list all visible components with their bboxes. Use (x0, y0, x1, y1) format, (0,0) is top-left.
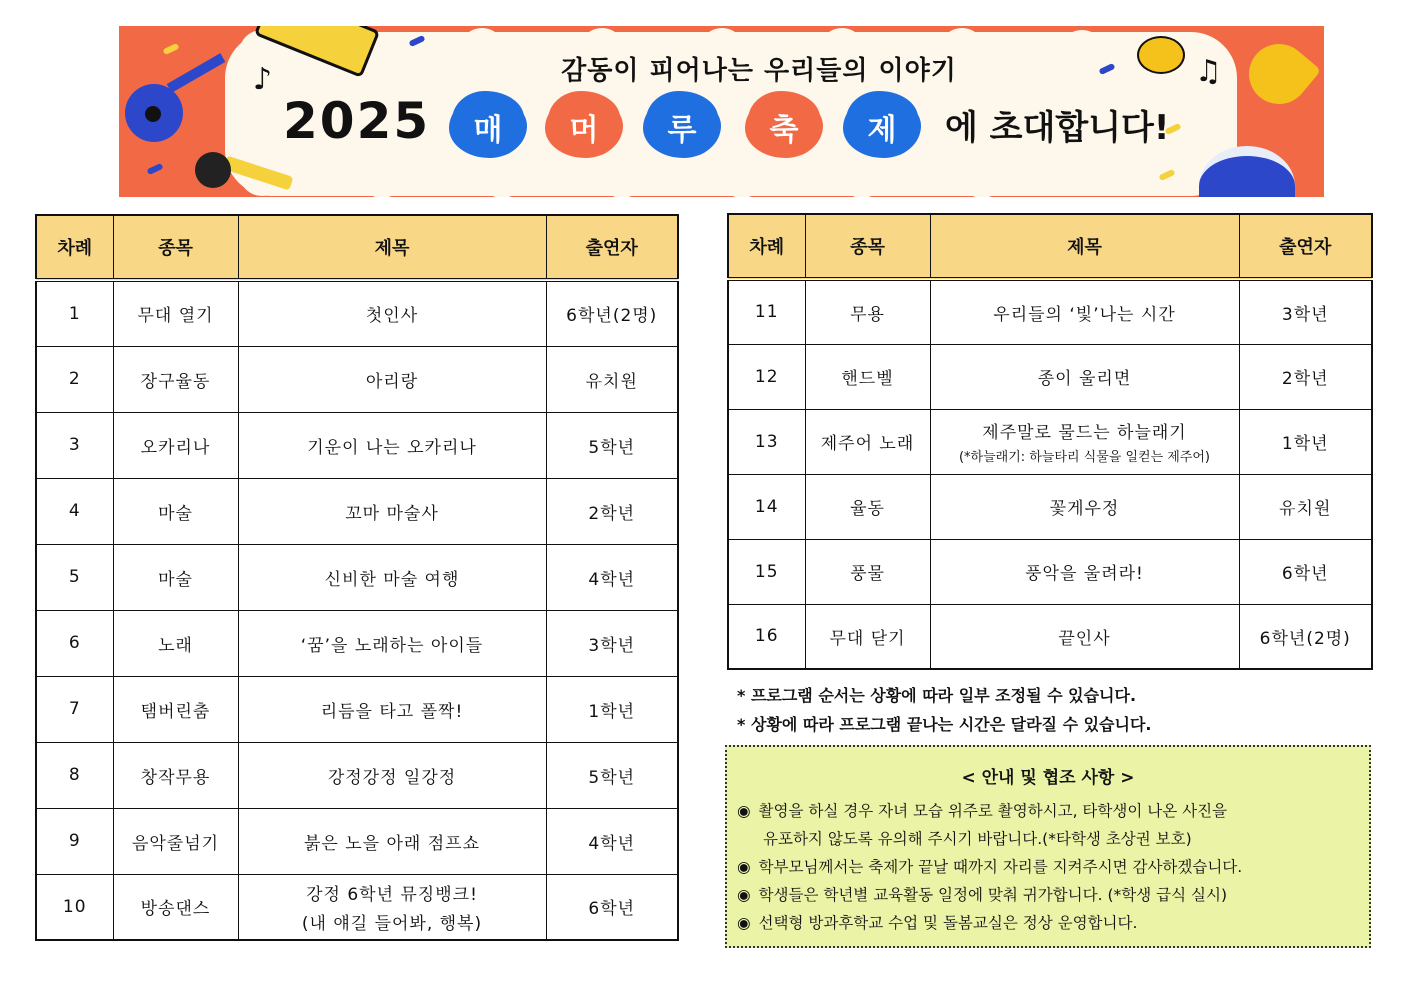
cloud-bump (719, 152, 765, 197)
header-title: 제목 (930, 214, 1239, 279)
cell-order: 10 (36, 874, 113, 940)
cell-category: 무대 열기 (113, 280, 238, 346)
table-row (36, 808, 678, 874)
festival-char-badge (643, 96, 721, 158)
schedule-note: * 프로그램 순서는 상황에 따라 일부 조정될 수 있습니다. (737, 686, 1137, 705)
title-text: 끝인사 (1058, 628, 1111, 649)
cell-performer: 2학년 (546, 478, 678, 544)
cell-performer: 4학년 (546, 808, 678, 874)
cell-order: 15 (728, 539, 805, 604)
header-order: 차례 (36, 215, 113, 280)
cell-category: 탬버린춤 (113, 676, 238, 742)
cell-category: 오카리나 (113, 412, 238, 478)
cloud-bump (1079, 150, 1125, 196)
cell-title (930, 604, 1239, 669)
header-order: 차례 (728, 214, 805, 279)
music-note-icon: ♫ (1195, 54, 1222, 89)
festival-char: 매 (473, 113, 503, 148)
cell-order: 13 (728, 409, 805, 474)
table-row (36, 742, 678, 808)
header-title: 제목 (238, 215, 546, 280)
notice-item-text: 촬영을 하실 경우 자녀 모습 위주로 촬영하시고, 타학생이 나온 사진을 (758, 802, 1228, 820)
festival-char-badge (449, 96, 527, 158)
cell-category: 마술 (113, 478, 238, 544)
table-row (728, 474, 1372, 539)
cell-category: 무용 (805, 279, 930, 344)
notice-item-text: 학생들은 학년별 교육활동 일정에 맞춰 귀가합니다. (*학생 급식 실시) (758, 886, 1227, 904)
cell-category: 무대 닫기 (805, 604, 930, 669)
festival-char: 축 (769, 113, 799, 148)
table-row (36, 478, 678, 544)
table-row (36, 874, 678, 940)
cell-category: 음악줄넘기 (113, 808, 238, 874)
cell-order: 2 (36, 346, 113, 412)
festival-char: 루 (667, 113, 697, 148)
banner-year: 2025 (283, 92, 431, 150)
cell-performer: 1학년 (546, 676, 678, 742)
header-performer: 출연자 (1239, 214, 1372, 279)
cell-performer: 5학년 (546, 742, 678, 808)
cell-performer: 2학년 (1239, 344, 1372, 409)
cell-category: 노래 (113, 610, 238, 676)
table-row (728, 539, 1372, 604)
title-text: 우리들의 ‘빛’나는 시간 (993, 304, 1176, 325)
festival-char: 제 (867, 113, 897, 148)
notice-item-text: 선택형 방과후학교 수업 및 돌봄교실은 정상 운영합니다. (758, 914, 1138, 932)
notice-box (725, 745, 1371, 948)
festival-char-badge (745, 96, 823, 158)
program-table-left (35, 214, 679, 941)
notice-item (737, 881, 1367, 909)
table-header-row (36, 215, 678, 280)
title-text: 신비한 마술 여행 (324, 569, 460, 590)
table-row (36, 280, 678, 346)
title-text: 리듬을 타고 폴짝! (320, 701, 464, 722)
cloud-bump (959, 152, 1005, 197)
schedule-note: * 상황에 따라 프로그램 끝나는 시간은 달라질 수 있습니다. (737, 715, 1152, 734)
title-text: 종이 울리면 (1037, 369, 1132, 389)
cell-title (238, 280, 546, 346)
music-note-icon: ♪ (253, 62, 273, 97)
festival-char: 머 (569, 113, 599, 148)
cell-title (930, 409, 1239, 474)
program-rows-right (728, 279, 1372, 669)
table-row (36, 412, 678, 478)
confetti (162, 43, 179, 55)
cloud-bump (839, 152, 885, 197)
header-category: 종목 (113, 215, 238, 280)
title-text: 아리랑 (365, 371, 419, 392)
guitar-icon (145, 106, 161, 122)
cell-performer: 1학년 (1239, 409, 1372, 474)
guitar-icon (167, 53, 226, 93)
festival-char-badge (545, 96, 623, 158)
cell-title (238, 346, 546, 412)
notice-title: < 안내 및 협조 사항 > (961, 768, 1135, 788)
cell-order: 8 (36, 742, 113, 808)
cell-category: 창작무용 (113, 742, 238, 808)
table-row (728, 344, 1372, 409)
title-text: ‘꿈’을 노래하는 아이들 (300, 635, 484, 656)
cell-performer: 5학년 (546, 412, 678, 478)
cloud-bump (479, 152, 525, 197)
cell-title (238, 874, 546, 940)
header-category: 종목 (805, 214, 930, 279)
cell-order: 12 (728, 344, 805, 409)
bullet-icon: ◉ (737, 886, 751, 904)
table-row (36, 676, 678, 742)
cell-performer: 4학년 (546, 544, 678, 610)
cell-order: 7 (36, 676, 113, 742)
table-row (36, 610, 678, 676)
cell-title (238, 676, 546, 742)
title-text: 기운이 나는 오카리나 (307, 437, 477, 458)
cell-order: 9 (36, 808, 113, 874)
cell-category: 풍물 (805, 539, 930, 604)
trumpet-icon (1237, 32, 1322, 117)
banner-subtitle: 감동이 피어나는 우리들의 이야기 (561, 56, 957, 86)
confetti (146, 163, 163, 175)
title-text: 강정강정 일강정 (327, 767, 457, 788)
cell-title (238, 412, 546, 478)
cell-category: 마술 (113, 544, 238, 610)
cell-performer: 6학년(2명) (546, 280, 678, 346)
table-row (36, 544, 678, 610)
cell-order: 14 (728, 474, 805, 539)
cell-performer: 6학년 (1239, 539, 1372, 604)
notice-item-text: 학부모님께서는 축제가 끝날 때까지 자리를 지켜주시면 감사하겠습니다. (758, 858, 1243, 876)
table-row (728, 279, 1372, 344)
cell-order: 16 (728, 604, 805, 669)
cell-performer: 3학년 (546, 610, 678, 676)
maracas-icon (1137, 36, 1185, 74)
bullet-icon: ◉ (737, 858, 751, 876)
cell-order: 1 (36, 280, 113, 346)
title-text: 꽃게우정 (1049, 499, 1120, 519)
table-row (728, 409, 1372, 474)
cloud-bump (599, 152, 645, 197)
table-row (728, 604, 1372, 669)
table-row (36, 346, 678, 412)
cell-title (930, 539, 1239, 604)
microphone-icon (195, 152, 231, 188)
cell-title (238, 742, 546, 808)
cell-title (238, 478, 546, 544)
cell-performer: 6학년 (546, 874, 678, 940)
table-header-row (728, 214, 1372, 279)
banner-invite-text: 에 초대합니다! (945, 108, 1170, 148)
cell-order: 11 (728, 279, 805, 344)
notice-item (737, 797, 1367, 825)
cell-order: 5 (36, 544, 113, 610)
cloud-bump (359, 152, 405, 197)
title-text-line2: (내 얘길 들어봐, 행복) (301, 913, 483, 934)
title-text: 붉은 노을 아래 점프쇼 (303, 833, 480, 854)
cell-performer: 유치원 (546, 346, 678, 412)
cell-performer: 유치원 (1239, 474, 1372, 539)
bullet-icon: ◉ (737, 802, 751, 820)
bullet-icon: ◉ (737, 914, 751, 932)
cell-category: 장구율동 (113, 346, 238, 412)
title-text: 풍악을 울려라! (1025, 564, 1144, 584)
cell-title (930, 474, 1239, 539)
title-text: 첫인사 (365, 306, 419, 327)
cell-title (238, 808, 546, 874)
cell-performer: 6학년(2명) (1239, 604, 1372, 669)
cloud-bump (1059, 30, 1105, 76)
cell-category: 방송댄스 (113, 874, 238, 940)
title-text: 강정 6학년 뮤징뱅크! (306, 884, 478, 905)
cell-title (930, 344, 1239, 409)
cell-category: 율동 (805, 474, 930, 539)
cell-order: 3 (36, 412, 113, 478)
cell-performer: 3학년 (1239, 279, 1372, 344)
cell-order: 4 (36, 478, 113, 544)
cell-order: 6 (36, 610, 113, 676)
header-performer: 출연자 (546, 215, 678, 280)
cell-category: 핸드벨 (805, 344, 930, 409)
cell-title (238, 544, 546, 610)
notice-item-continued: 유포하지 않도록 유의해 주시기 바랍니다.(*타학생 초상권 보호) (763, 830, 1192, 848)
title-text: 제주말로 물드는 하늘래기 (982, 423, 1187, 443)
festival-char-badge (843, 96, 921, 158)
cell-title (930, 279, 1239, 344)
title-text: 꼬마 마술사 (345, 503, 439, 524)
notice-item (737, 853, 1367, 881)
festival-banner (119, 26, 1324, 197)
cell-category: 제주어 노래 (805, 409, 930, 474)
title-footnote: (*하늘래기: 하늘타리 식물을 일컫는 제주어) (958, 450, 1211, 465)
cell-title (238, 610, 546, 676)
program-rows-left (36, 280, 678, 940)
notice-item (737, 909, 1367, 937)
program-table-right (727, 213, 1373, 670)
